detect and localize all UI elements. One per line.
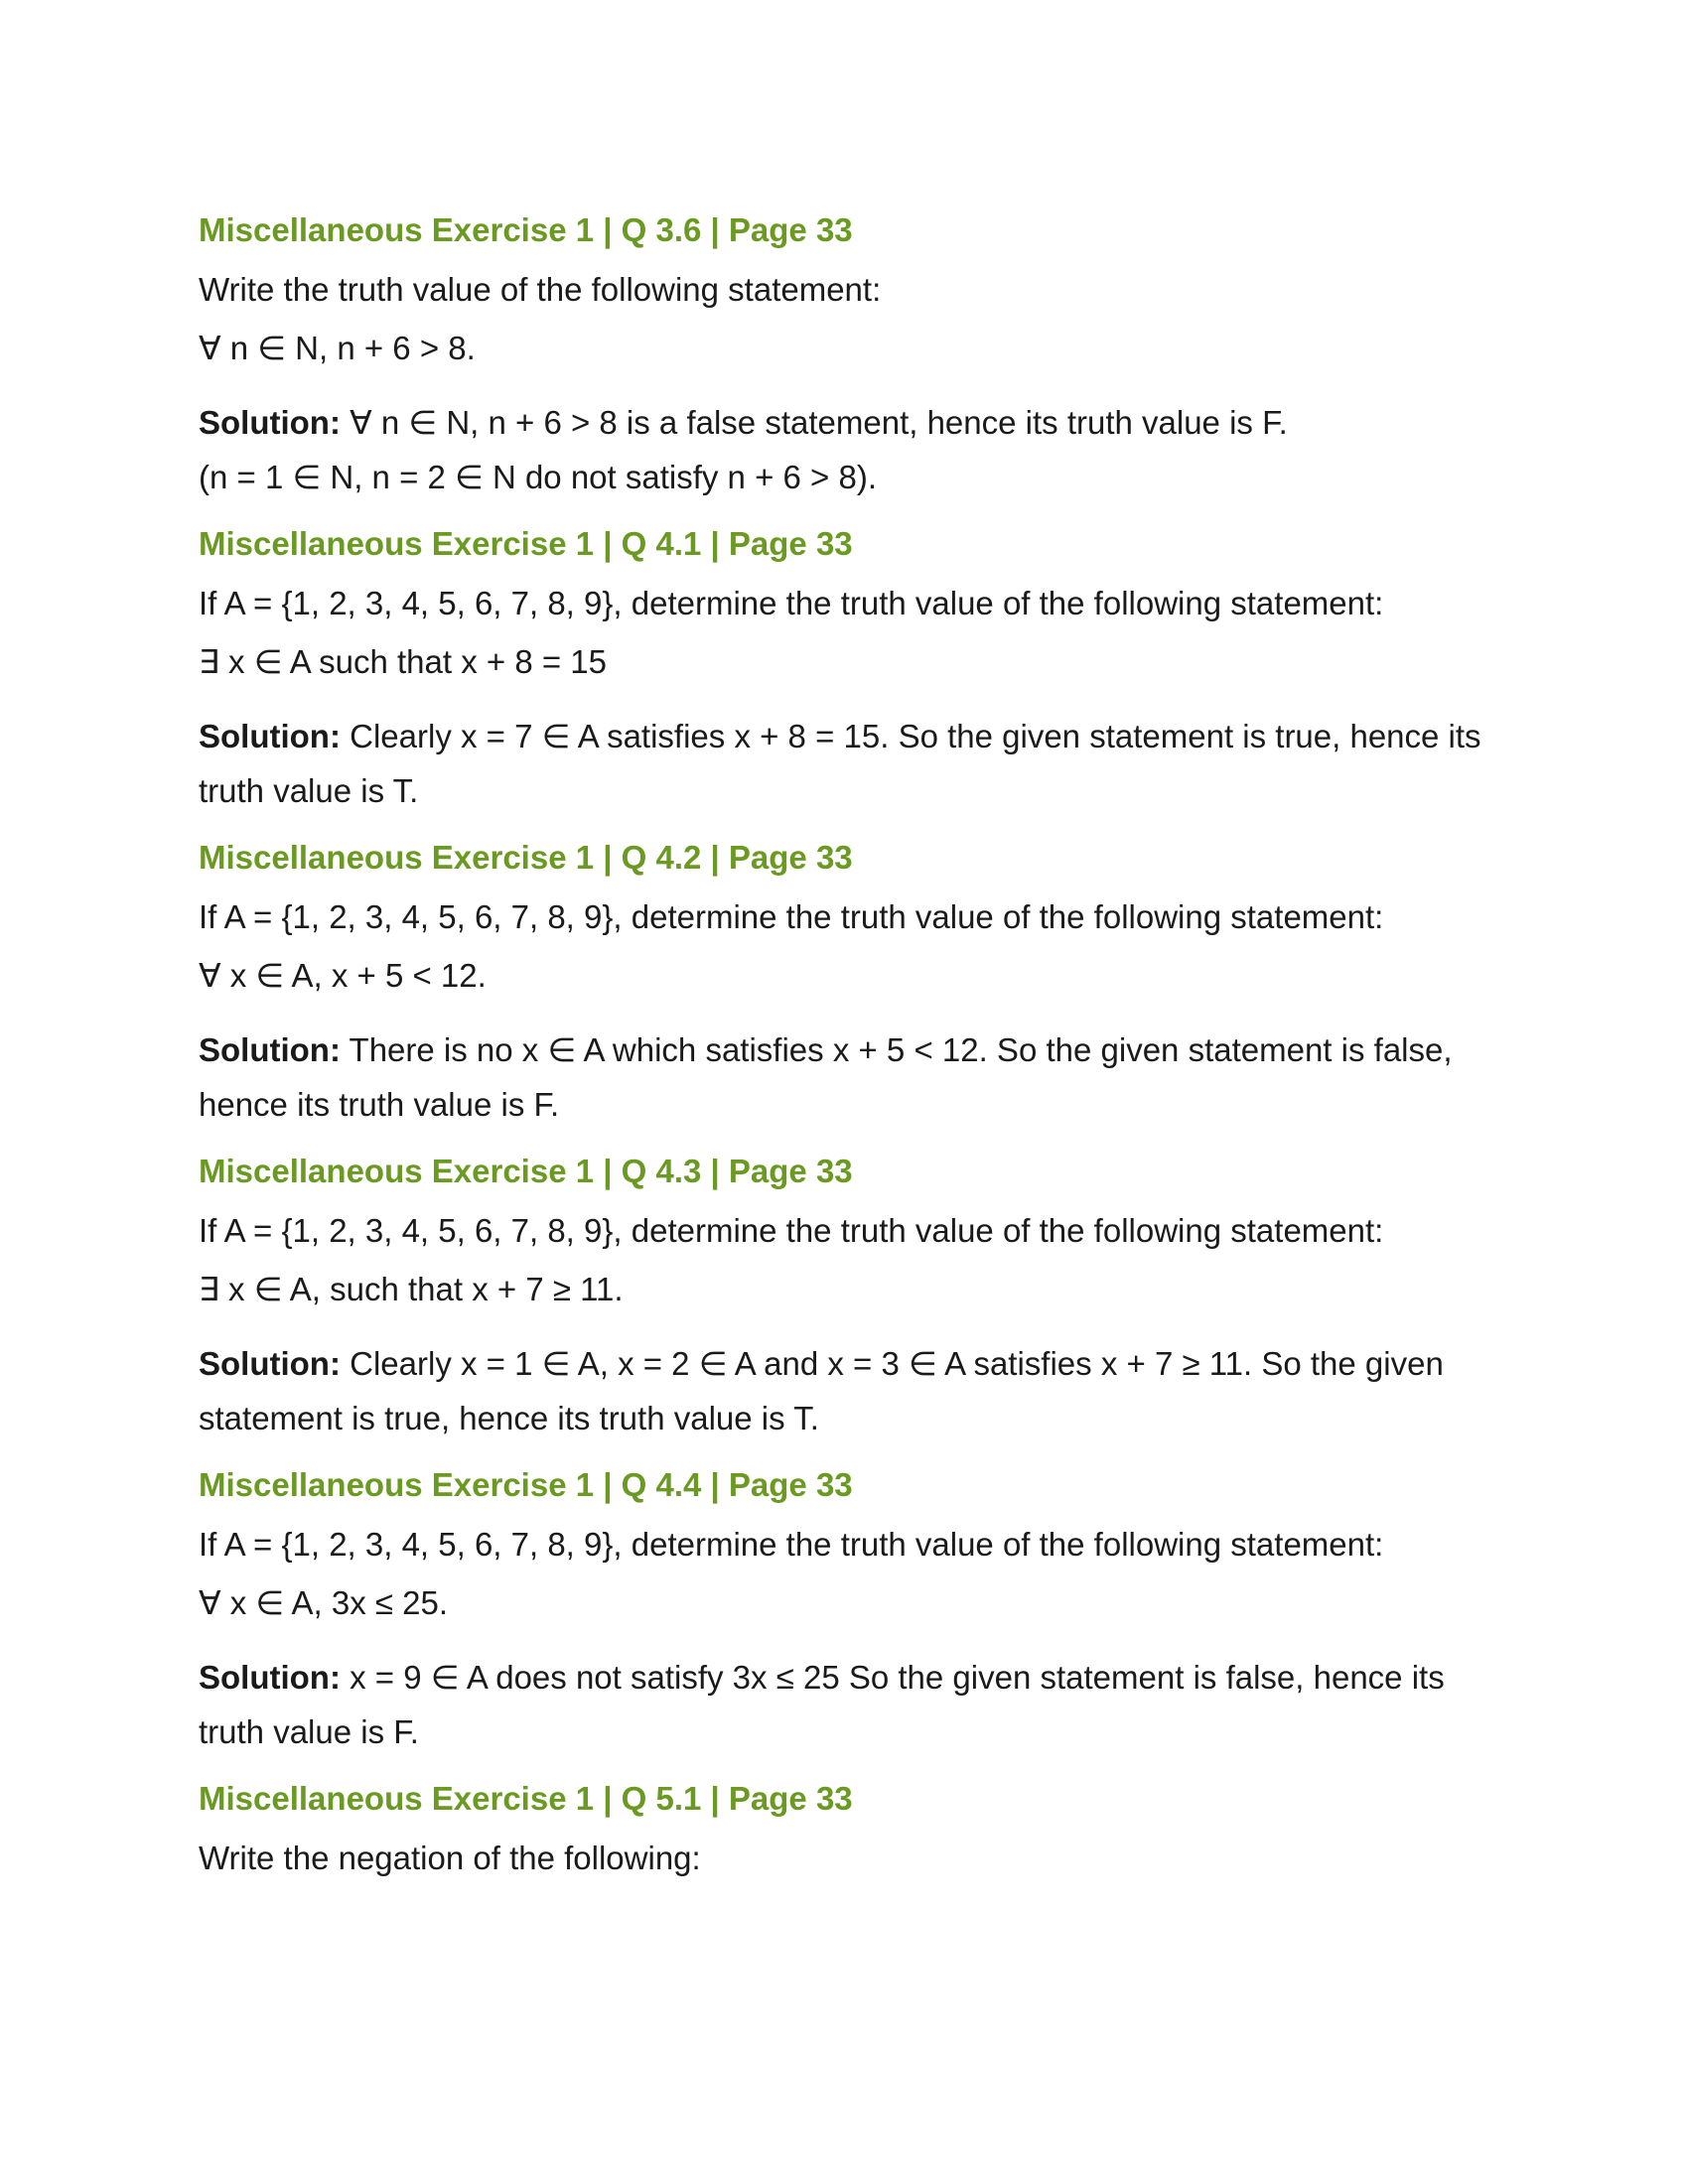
solution-text: truth value is F. [199,1713,419,1750]
exercise-section [199,1777,1509,1887]
exercise-section [199,208,1509,504]
solution-text: statement is true, hence its truth value is T. [199,1400,819,1436]
section-heading: Miscellaneous Exercise 1 | Q 4.3 | Page 33 [199,1153,853,1189]
exercise-section [199,1150,1509,1445]
section-heading: Miscellaneous Exercise 1 | Q 3.6 | Page 33 [199,211,853,248]
question-text: Write the negation of the following: [199,1840,701,1876]
solution-label: Solution: [199,1345,341,1382]
question-text: Write the truth value of the following statement: [199,271,882,308]
solution-text: Clearly x = 7 ∈ A satisfies x + 8 = 15. So the given statement is true, hence its [340,718,1481,754]
question-text: If A = {1, 2, 3, 4, 5, 6, 7, 8, 9}, determine the truth value of the following statement: [199,1212,1384,1249]
solution-text: Clearly x = 1 ∈ A, x = 2 ∈ A and x = 3 ∈ A satisfies x + 7 ≥ 11. So the given [340,1345,1444,1382]
solution-label: Solution: [199,1659,341,1696]
solution-text: There is no x ∈ A which satisfies x + 5 < 12. So the given statement is false, [340,1031,1453,1068]
solution-text: hence its truth value is F. [199,1086,560,1123]
question-text: If A = {1, 2, 3, 4, 5, 6, 7, 8, 9}, determine the truth value of the following statement: [199,1526,1384,1563]
solution [199,395,1509,504]
solution-label: Solution: [199,1031,341,1068]
section-heading: Miscellaneous Exercise 1 | Q 5.1 | Page 33 [199,1780,853,1817]
exercise-section [199,522,1509,818]
question-statement: ∀ x ∈ A, 3x ≤ 25. [199,1584,449,1621]
question-text: If A = {1, 2, 3, 4, 5, 6, 7, 8, 9}, determine the truth value of the following statement: [199,898,1384,935]
solution [199,1023,1509,1132]
question-statement: ∃ x ∈ A such that x + 8 = 15 [199,643,608,680]
solution-text: (n = 1 ∈ N, n = 2 ∈ N do not satisfy n + 6 > 8). [199,459,877,495]
section-heading: Miscellaneous Exercise 1 | Q 4.4 | Page 33 [199,1466,853,1503]
section-heading: Miscellaneous Exercise 1 | Q 4.1 | Page 33 [199,525,853,562]
exercise-section [199,1463,1509,1759]
solution-label: Solution: [199,404,341,441]
solution-text: truth value is T. [199,772,419,809]
question-text: If A = {1, 2, 3, 4, 5, 6, 7, 8, 9}, determine the truth value of the following statement: [199,585,1384,621]
solution-label: Solution: [199,718,341,754]
solution [199,1336,1509,1445]
solution-text: ∀ n ∈ N, n + 6 > 8 is a false statement, hence its truth value is F. [340,404,1288,441]
section-heading: Miscellaneous Exercise 1 | Q 4.2 | Page 33 [199,839,853,876]
document-page [199,208,1509,1905]
solution [199,1650,1509,1759]
question-statement: ∀ x ∈ A, x + 5 < 12. [199,957,487,994]
solution [199,709,1509,818]
exercise-section [199,836,1509,1132]
question-statement: ∀ n ∈ N, n + 6 > 8. [199,330,476,366]
solution-text: x = 9 ∈ A does not satisfy 3x ≤ 25 So the given statement is false, hence its [340,1659,1445,1696]
question-statement: ∃ x ∈ A, such that x + 7 ≥ 11. [199,1271,624,1307]
